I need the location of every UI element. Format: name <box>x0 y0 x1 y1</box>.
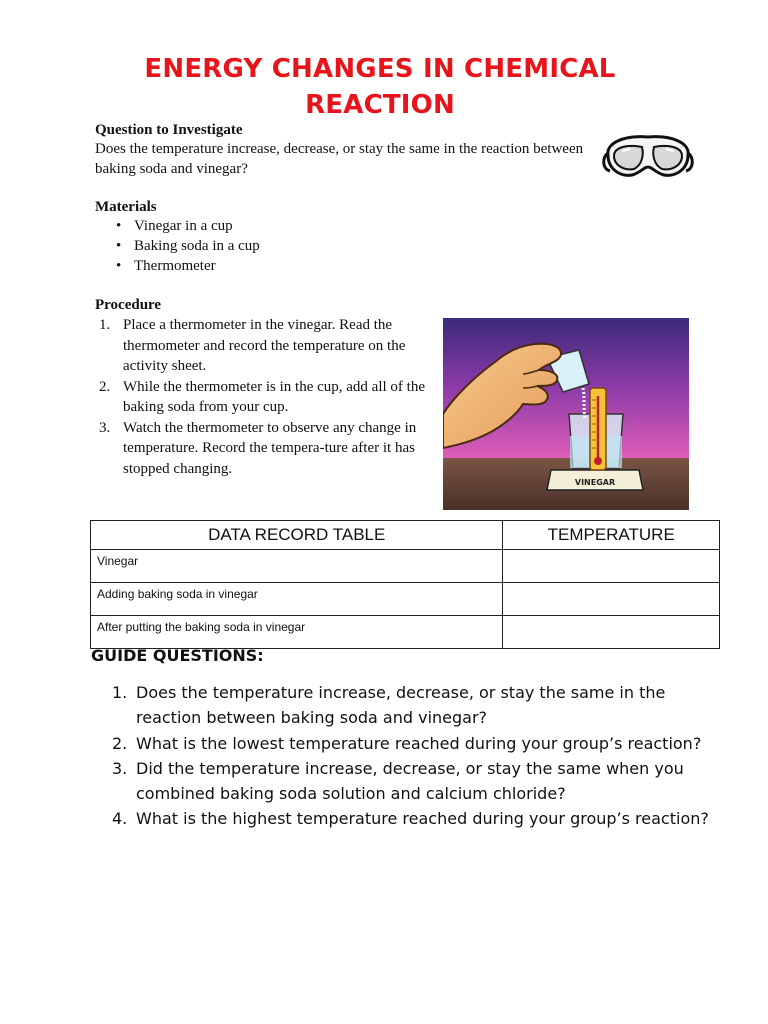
guide-question <box>112 680 712 731</box>
procedure-step-number: 1. <box>99 317 111 333</box>
temperature-cell[interactable] <box>503 616 720 649</box>
procedure-step-text: Place a thermometer in the vinegar. Read the thermometer and record the temperature on the activity sheet. <box>123 317 406 374</box>
procedure-step-text: While the thermometer is in the cup, add all of the baking soda from your cup. <box>123 378 425 415</box>
procedure-step <box>96 315 431 377</box>
guide-questions-list <box>112 680 712 832</box>
procedure-step-text: Watch the thermometer to observe any change in temperature. Record the tempera-ture after it has stopped changing. <box>123 419 417 477</box>
thermometer-bulb <box>594 457 602 465</box>
guide-question <box>112 731 712 756</box>
guide-question-text: Does the temperature increase, decrease, or stay the same in the reaction between baking soda and vinegar? <box>136 683 666 728</box>
temperature-cell[interactable] <box>503 583 720 616</box>
guide-question-number: 4. <box>112 809 128 829</box>
guide-question-text: What is the highest temperature reached during your group’s reaction? <box>136 809 709 829</box>
materials-list <box>100 216 260 276</box>
table-row-label: Vinegar <box>91 550 503 583</box>
procedure-step <box>96 377 431 418</box>
materials-heading: Materials <box>95 199 157 215</box>
temperature-cell[interactable] <box>503 550 720 583</box>
procedure-list <box>96 315 431 479</box>
procedure-step-number: 3. <box>99 419 111 436</box>
page-title-line-1: ENERGY CHANGES IN CHEMICAL <box>144 54 616 84</box>
guide-question-number: 3. <box>112 758 128 778</box>
table-row <box>91 616 720 649</box>
table-row-label: After putting the baking soda in vinegar <box>91 616 503 649</box>
guide-question <box>112 756 712 807</box>
guide-question <box>112 806 712 831</box>
question-text: Does the temperature increase, decrease, or stay the same in the reaction between baking soda and vinegar? <box>95 141 584 177</box>
procedure-step <box>96 418 431 480</box>
guide-question-text: Did the temperature increase, decrease, or stay the same when you combined baking soda solution and calcium chloride? <box>136 758 684 804</box>
guide-questions-heading: GUIDE QUESTIONS: <box>91 646 264 665</box>
table-row <box>91 550 720 583</box>
materials-item: • Vinegar in a cup <box>100 216 260 236</box>
vinegar-label: VINEGAR <box>574 478 616 487</box>
procedure-heading: Procedure <box>95 297 162 313</box>
experiment-illustration <box>443 318 689 510</box>
table-header-temperature: TEMPERATURE <box>503 521 720 550</box>
page-title-line-2: REACTION <box>305 90 455 120</box>
question-heading: Question to Investigate <box>95 122 243 138</box>
guide-question-number: 2. <box>112 733 128 753</box>
materials-item: • Baking soda in a cup <box>100 236 260 256</box>
guide-question-number: 1. <box>112 683 128 702</box>
safety-goggles-icon <box>602 125 694 195</box>
procedure-step-number: 2. <box>99 378 111 395</box>
materials-item: • Thermometer <box>100 256 260 276</box>
table-header-data-record: DATA RECORD TABLE <box>91 521 503 550</box>
table-row <box>91 583 720 616</box>
guide-question-text: What is the lowest temperature reached during your group’s reaction? <box>136 733 702 753</box>
table-row-label: Adding baking soda in vinegar <box>91 583 503 616</box>
data-record-table <box>90 520 720 649</box>
